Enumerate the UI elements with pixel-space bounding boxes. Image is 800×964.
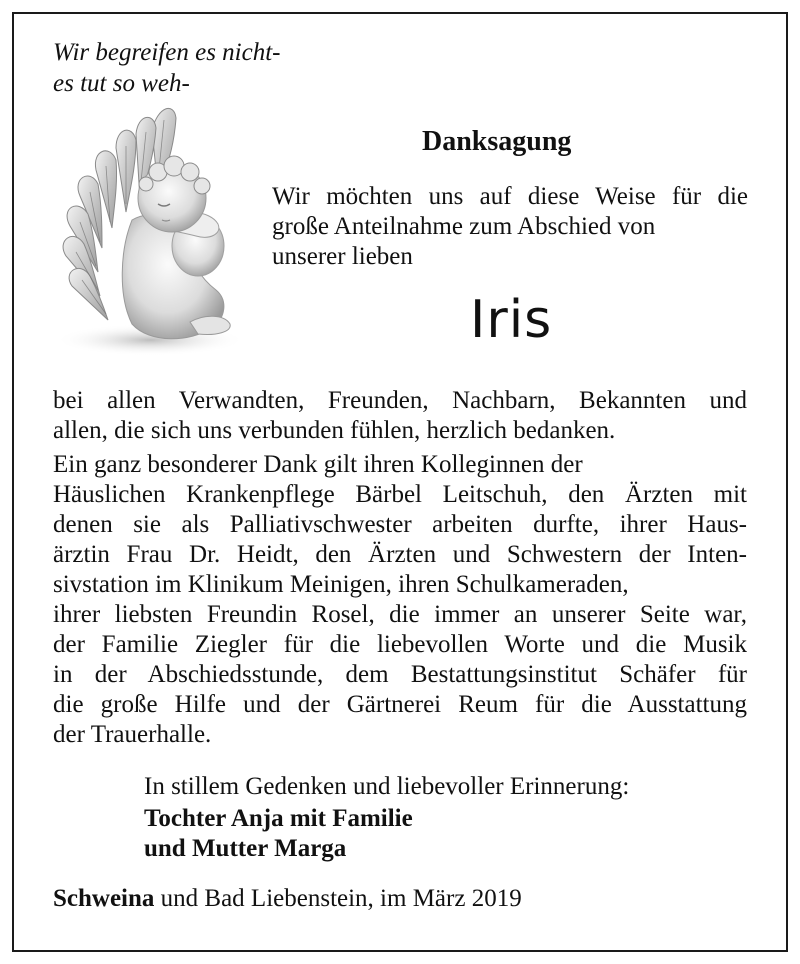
signers [144, 804, 413, 864]
intro-text [272, 182, 748, 272]
signer-line: Tochter Anja mit Familie [144, 805, 413, 832]
text-line: ihrer liebsten Freundin Rosel, die immer an unserer Seite war, [53, 601, 747, 628]
place-name: Schweina [53, 885, 155, 912]
text-line: in der Abschiedsstunde, dem Bestattungsinstitut Schäfer für [53, 661, 747, 688]
intro-line: unserer lieben [272, 243, 413, 270]
text-line: allen, die sich uns verbunden fühlen, herzlich bedanken. [53, 417, 616, 444]
text-line: Häuslichen Krankenpflege Bärbel Leitschuh, den Ärzten mit [53, 481, 747, 508]
heading-danksagung: Danksagung [422, 126, 572, 157]
place-and-date [53, 884, 522, 914]
motto-line: es tut so weh- [53, 70, 190, 97]
motto-line: Wir begreifen es nicht- [53, 39, 281, 66]
place-date-rest: und Bad Liebenstein, im März 2019 [154, 885, 522, 912]
motto [53, 37, 281, 99]
text-line: ärztin Frau Dr. Heidt, den Ärzten und Schwestern der Inten- [53, 541, 747, 568]
text-line: der Trauerhalle. [53, 721, 212, 748]
angel-figurine-image [40, 100, 240, 362]
text-line: sivstation im Klinikum Meinigen, ihren Schulkameraden, [53, 571, 629, 598]
intro-line: Wir möchten uns auf diese Weise für die [272, 183, 748, 210]
thanks-paragraph-2 [53, 450, 747, 750]
text-line: die große Hilfe und der Gärtnerei Reum für die Ausstattung [53, 691, 747, 718]
intro-line: große Anteilnahme zum Abschied von [272, 213, 656, 240]
closing-line: In stillem Gedenken und liebevoller Erinnerung: [144, 773, 630, 800]
deceased-name: Iris [470, 290, 553, 350]
text-line: denen sie als Palliativschwester arbeiten durfte, ihrer Haus- [53, 511, 747, 538]
text-line: Ein ganz besonderer Dank gilt ihren Kolleginnen der [53, 451, 583, 478]
text-line: bei allen Verwandten, Freunden, Nachbarn, Bekannten und [53, 387, 747, 414]
signer-line: und Mutter Marga [144, 835, 347, 862]
thanks-paragraph-1 [53, 386, 747, 446]
text-line: der Familie Ziegler für die liebevollen Worte und die Musik [53, 631, 747, 658]
